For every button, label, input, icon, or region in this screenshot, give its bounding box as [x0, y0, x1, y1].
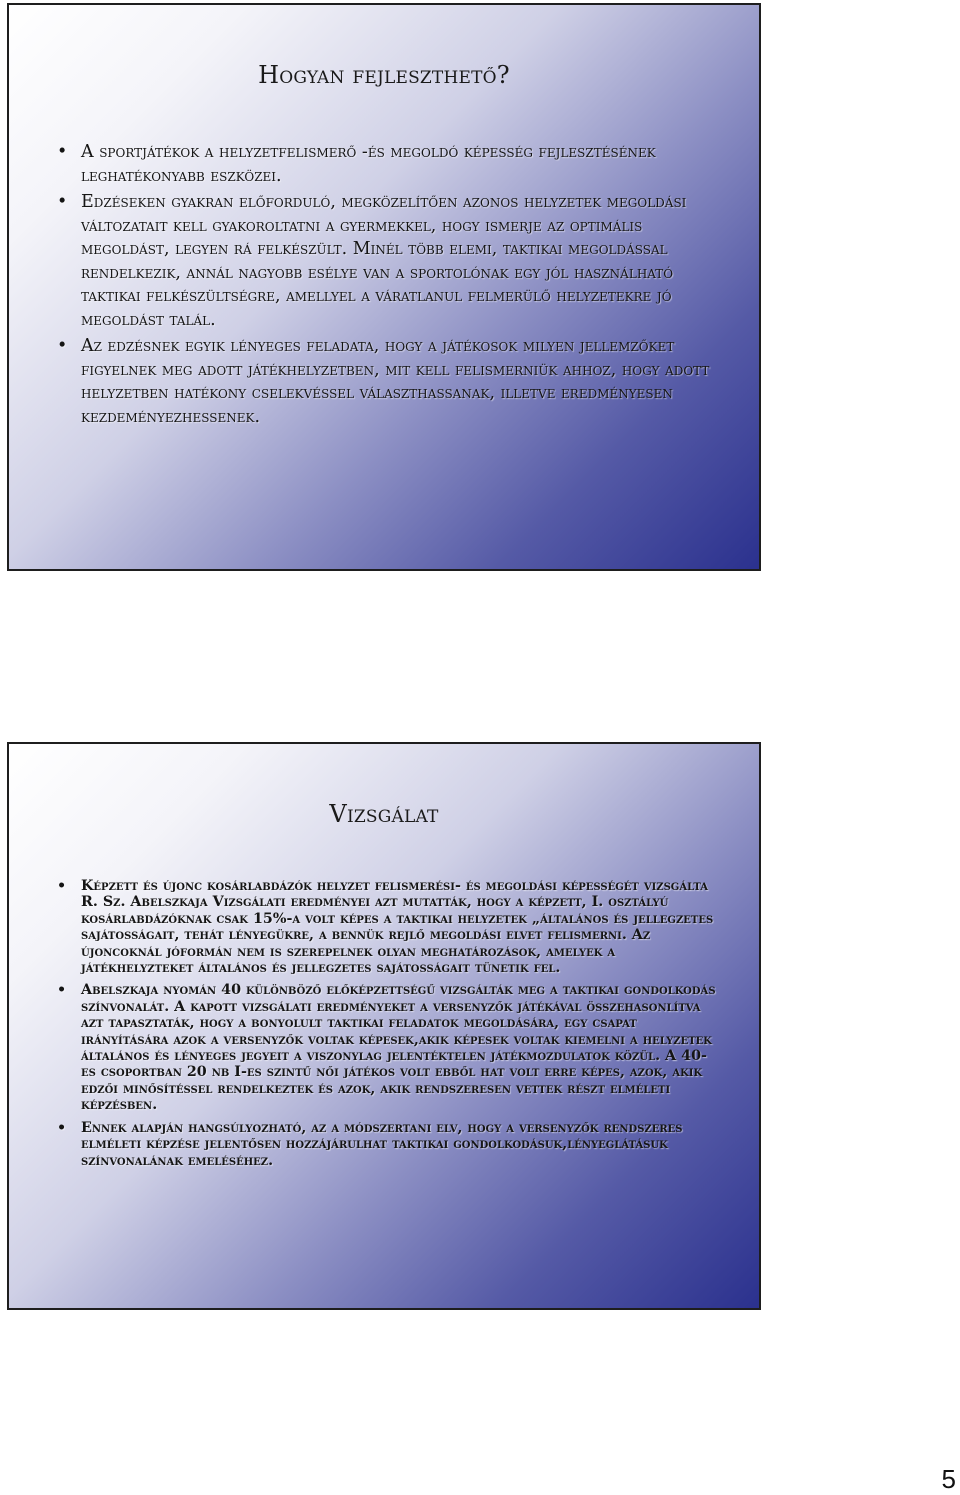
slide-1 [7, 3, 761, 571]
slide-2-title: Vizsgálat [329, 800, 439, 828]
slide-1-bullet-2: • Edzéseken gyakran előforduló, megközelítően azonos helyzetek megoldási változatait kell gyakoroltatni a gyermekkel, hogy ismerje az optimális megoldást, legyen rá felkészült. Minél több elemi, taktikai megoldással rendelkezik, annál nagyobb esélye van a sportolónak egy jól használható taktikai felkészültségre, amellyel a váratlanul felmerülő helyzetekre jó megoldást talál. [57, 191, 719, 332]
slide-2-bullet-list [57, 878, 719, 1175]
slide-2-bullet-2: • Abelszkaja nyomán 40 különböző előképzettségű vizsgálták meg a taktikai gondolkodás színvonalát. A kapott vizsgálati eredményeket a versenyzők játékával összehasonlítva azt tapasztaták, hogy a bonyolult taktikai feladatok megoldására, egy csapat irányítására azok a versenyzők voltak képesek,akik képesek voltak kiemelni a helyzetek általános és lényeges jegyeit a viszonylag jelentéktelen játékmozdulatok közül. A 40-es csoportban 20 nb I-es szintű női játékos volt ebből hat volt erre képes, azok, akik edzői minősítéssel rendelkeztek és azok, akik rendszeresen vettek részt elméleti képzésben. [57, 982, 719, 1113]
slide-1-bullet-list [57, 141, 719, 432]
slide-2 [7, 742, 761, 1310]
page-number: 5 [941, 1464, 956, 1494]
slide-2-bullet-3: • Ennek alapján hangsúlyozható, az a módszertani elv, hogy a versenyzők rendszeres elméleti képzése jelentősen hozzájárulhat taktikai gondolkodásuk,lényeglátásuk színvonalának emeléséhez. [57, 1120, 719, 1169]
slide-1-bullet-1: • A sportjátékok a helyzetfelismerő -és megoldó képesség fejlesztésének leghatékonyabb eszközei. [57, 141, 719, 188]
slide-2-bullet-1: • Képzett és újonc kosárlabdázók helyzet felismerési- és megoldási képességét vizsgálta R. Sz. Abelszkaja Vizsgálati eredményei azt mutatták, hogy a képzett, I. osztályú kosárlabdázóknak csak 15%-a volt képes a taktikai helyzetek „általános és jellegzetes sajátosságait, tehát lényegükre, a bennük rejlő megoldási elvet felismerni. Az újoncoknál jóformán nem is szerepelnek olyan meghatározások, amelyek a játékhelyzteket általános és jellegzetes sajátosságait tünetik fel. [57, 878, 719, 976]
slide-1-title: Hogyan fejleszthető? [258, 61, 510, 89]
slide-1-bullet-3: • Az edzésnek egyik lényeges feladata, hogy a játékosok milyen jellemzőket figyelnek meg adott játékhelyzetben, mit kell felismerniük ahhoz, hogy adott helyzetben hatékony cselekvéssel választhassanak, illetve eredményesen kezdeményezhessenek. [57, 335, 719, 429]
